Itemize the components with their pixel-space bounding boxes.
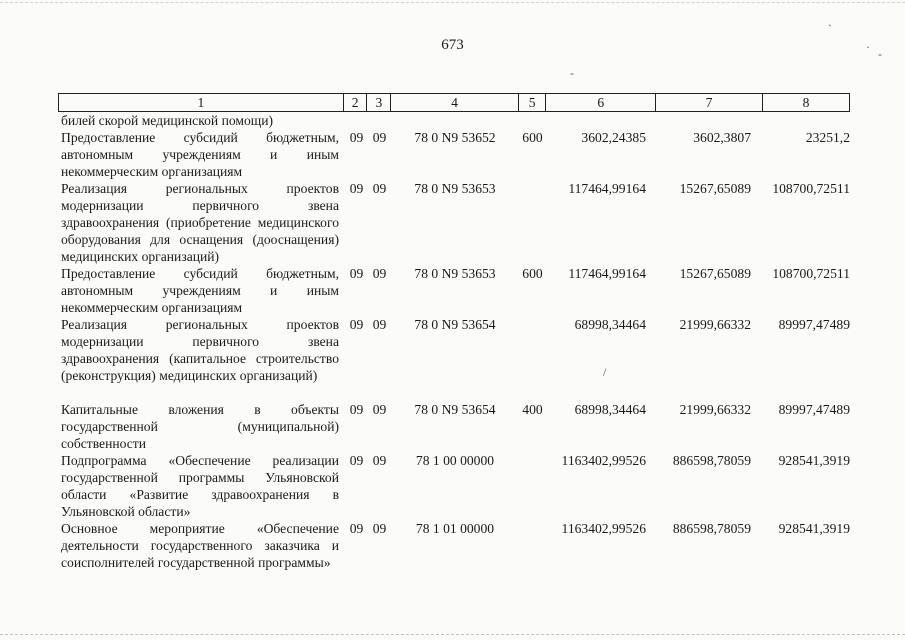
row-section: 09	[349, 266, 364, 281]
row-amount-col6: 68998,34464	[574, 317, 646, 332]
header-col-1: 1	[197, 95, 205, 110]
row-subsection: 09	[372, 317, 387, 332]
row-amount-col6: 1163402,99526	[561, 453, 646, 468]
row-section: 09	[349, 181, 364, 196]
table-row	[58, 316, 850, 401]
row-amount-col8: 89997,47489	[778, 317, 850, 332]
row-expense-type	[519, 180, 546, 265]
header-col-6: 6	[545, 94, 655, 111]
row-target-code: 78 1 00 00000	[415, 453, 495, 468]
table-row	[58, 265, 850, 316]
row-description: Подпрограмма «Обеспечение реализации государственной программы Ульяновской области «Развитие здравоохранения в Ульяновской области»	[61, 453, 339, 519]
row-description: Капитальные вложения в объекты государственной (муниципальной) собственности	[61, 402, 339, 451]
row-amount-col7: 15267,65089	[679, 181, 751, 196]
row-target-code: 78 0 N9 53653	[414, 266, 496, 281]
row-amount-col6: 117464,99164	[568, 181, 646, 196]
scan-edge-top	[0, 2, 905, 4]
header-col-5: 5	[518, 94, 546, 111]
row-amount-col8: 108700,72511	[772, 181, 850, 196]
row-target-code: 78 0 N9 53654	[414, 317, 496, 332]
scan-speck: -	[878, 47, 882, 61]
scan-speck: ·	[866, 40, 870, 54]
row-target-code: 78 0 N9 53653	[414, 181, 496, 196]
row-description: Реализация региональных проектов модернизации первичного звена здравоохранения (приобретение медицинского оборудования для оснащения (дооснащения) медицинских организаций)	[61, 181, 339, 264]
row-amount-col8: 23251,2	[805, 130, 850, 145]
row-amount-col6: 3602,24385	[581, 130, 646, 145]
scan-edge-bottom	[0, 634, 905, 636]
row-target-code: 78 1 01 00000	[415, 521, 495, 536]
row-amount-col6: 117464,99164	[568, 266, 646, 281]
scan-speck: -	[570, 66, 574, 80]
row-subsection: 09	[372, 266, 387, 281]
row-amount-col8: 928541,3919	[778, 521, 850, 536]
row-expense-type	[519, 520, 546, 588]
row-subsection: 09	[372, 402, 387, 417]
row-expense-type: 600	[522, 266, 543, 281]
scan-speck: `	[828, 22, 832, 36]
budget-table	[58, 93, 850, 588]
row-expense-type: 600	[522, 130, 543, 145]
continuation-text: билей скорой медицинской помощи)	[61, 113, 274, 128]
row-subsection: 09	[372, 521, 387, 536]
header-col-4: 4	[390, 94, 518, 111]
row-expense-type: 400	[522, 402, 543, 417]
row-subsection: 09	[372, 181, 387, 196]
table-row	[58, 452, 850, 520]
table-header-row	[58, 93, 850, 112]
row-section: 09	[349, 521, 364, 536]
row-target-code: 78 0 N9 53654	[414, 402, 496, 417]
table-row	[58, 401, 850, 452]
row-amount-col7: 21999,66332	[679, 317, 751, 332]
header-col-3: 3	[366, 94, 390, 111]
row-section: 09	[349, 402, 364, 417]
row-section: 09	[349, 130, 364, 145]
table-row	[58, 180, 850, 265]
header-col-2: 2	[343, 94, 367, 111]
table-body	[58, 129, 850, 588]
row-amount-col6: 68998,34464	[574, 402, 646, 417]
table-row	[58, 520, 850, 588]
row-subsection: 09	[372, 453, 387, 468]
row-description: Реализация региональных проектов модернизации первичного звена здравоохранения (капитальное строительство (реконструкция) медицинских организаций)	[61, 317, 339, 383]
row-target-code: 78 0 N9 53652	[414, 130, 496, 145]
row-description: Основное мероприятие «Обеспечение деятельности государственного заказчика и соисполнителей государственной программы»	[61, 521, 339, 570]
header-col-7: 7	[655, 94, 762, 111]
row-amount-col7: 15267,65089	[679, 266, 751, 281]
row-amount-col8: 928541,3919	[778, 453, 850, 468]
row-subsection: 09	[372, 130, 387, 145]
row-description: Предоставление субсидий бюджетным, автономным учреждениям и иным некоммерческим организациям	[61, 130, 339, 179]
row-amount-col7: 886598,78059	[672, 453, 751, 468]
row-amount-col8: 89997,47489	[778, 402, 850, 417]
row-expense-type	[519, 452, 546, 520]
table-row	[58, 129, 850, 180]
header-col-8: 8	[762, 94, 849, 111]
row-amount-col6: 1163402,99526	[561, 521, 646, 536]
row-description: Предоставление субсидий бюджетным, автономным учреждениям и иным некоммерческим организациям	[61, 266, 339, 315]
row-amount-col7: 3602,3807	[693, 130, 751, 145]
row-amount-col8: 108700,72511	[772, 266, 850, 281]
row-section: 09	[349, 453, 364, 468]
row-section: 09	[349, 317, 364, 332]
row-amount-col7: 21999,66332	[679, 402, 751, 417]
page-number: 673	[441, 37, 464, 53]
row-expense-type	[519, 316, 546, 401]
scan-speck: /	[603, 365, 607, 379]
row-amount-col7: 886598,78059	[672, 521, 751, 536]
